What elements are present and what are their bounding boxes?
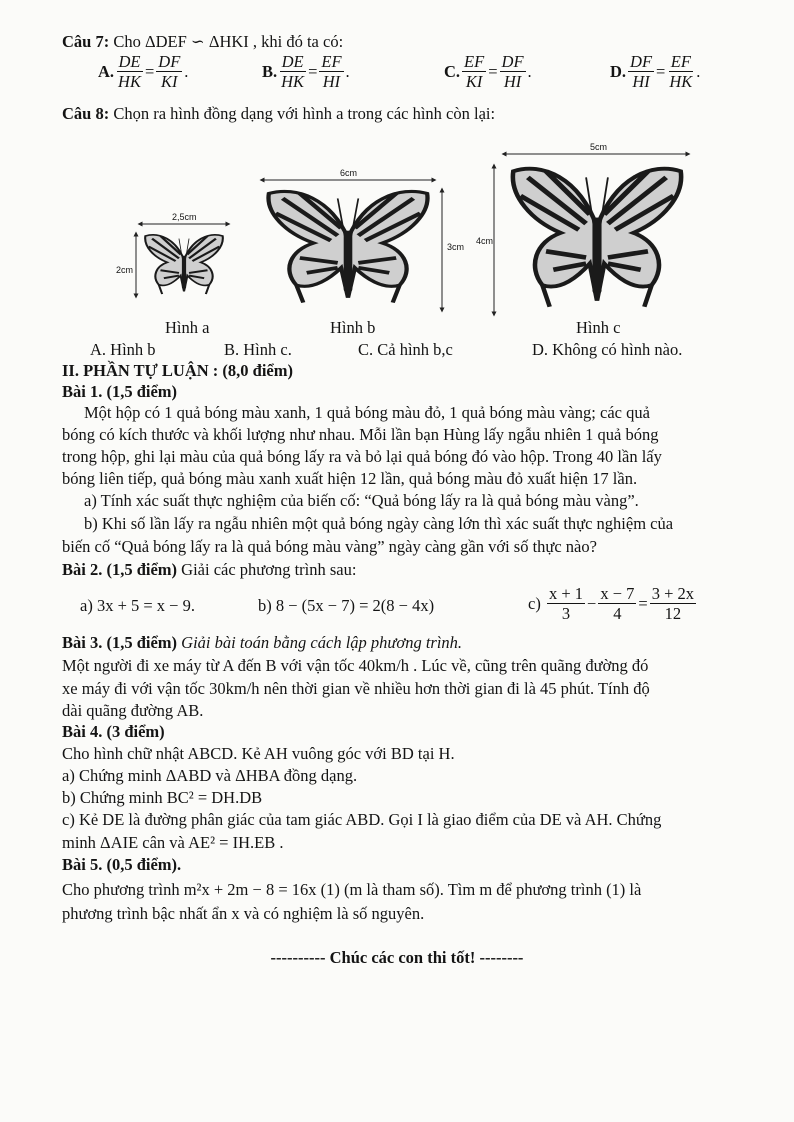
bai3-line-2: xe máy đi với vận tốc 30km/h nên thời gian về nhiều hơn thời gian đi là 45 phút. Tính độ	[62, 679, 650, 698]
q7-option-b: B. $\frac{DE}{HK}$ = $\frac{EF}{HI}$ .	[262, 52, 350, 91]
q7-text: Cho ΔDEF ∽ ΔHKI , khi đó ta có:	[109, 32, 344, 51]
q8-text: Chọn ra hình đồng dạng với hình a trong các hình còn lại:	[109, 104, 496, 123]
q8-options	[62, 340, 754, 360]
q8-option-b: B. Hình c.	[224, 340, 292, 359]
figure-a	[136, 224, 228, 296]
bai3-line-1: Một người đi xe máy từ A đến B với vận tốc 40km/h . Lúc về, cũng trên quãng đường đó	[62, 656, 649, 675]
figure-c	[494, 154, 688, 314]
bai5-line-1: Cho phương trình m²x + 2m − 8 = 16x (1) (m là tham số). Tìm m để phương trình (1) là	[62, 880, 642, 899]
butterfly-c-image	[513, 169, 681, 307]
bai4-line-5: minh ΔAIE cân và AE² = IH.EB .	[62, 833, 284, 852]
bai4-line-3: b) Chứng minh BC² = DH.DB	[62, 788, 263, 807]
bai2-eq-c: c) $\frac{x + 1}{3}$ − $\frac{x - 7}{4}$ = $\frac{3 + 2x}{12}$	[528, 584, 695, 623]
figure-c-width-label: 5cm	[590, 142, 608, 152]
figure-a-caption: Hình a	[165, 318, 210, 337]
bai2-eq-b: b) 8 − (5x − 7) = 2(8 − 4x)	[258, 596, 435, 615]
bai4-title: Bài 4. (3 điểm)	[62, 722, 165, 741]
bai4-line-1: Cho hình chữ nhật ABCD. Kẻ AH vuông góc với BD tại H.	[62, 744, 455, 763]
bai2-equations	[62, 584, 754, 630]
bai1-line-1: Một hộp có 1 quả bóng màu xanh, 1 quả bóng màu đỏ, 1 quả bóng màu vàng; các quả	[84, 403, 650, 422]
bai1-line-2: bóng có kích thước và khối lượng như nhau. Mỗi lần bạn Hùng lấy ngẫu nhiên 1 quả bóng	[62, 425, 659, 444]
bai1-line-3: trong hộp, ghi lại màu của quả bóng lấy ra và bỏ lại quả bóng đó vào hộp. Trong 40 lần lấy	[62, 447, 662, 466]
butterfly-b-image	[269, 191, 428, 302]
figure-c-height-label: 4cm	[476, 236, 494, 246]
part2-title: II. PHẦN TỰ LUẬN : (8,0 điểm)	[62, 361, 293, 380]
bai3-title: Bài 3. (1,5 điểm)	[62, 633, 178, 652]
figure-b	[262, 180, 442, 310]
footer-wish: ---------- Chúc các con thi tốt! --------	[270, 948, 524, 967]
bai2-text: Giải các phương trình sau:	[177, 560, 357, 579]
q8-figures	[0, 136, 794, 336]
q7-option-a: A. $\frac{DE}{HK}$ = $\frac{DF}{KI}$ .	[98, 52, 189, 91]
q7-option-c: C. $\frac{EF}{KI}$ = $\frac{DF}{HI}$ .	[444, 52, 532, 91]
bai4-line-2: a) Chứng minh ΔABD và ΔHBA đồng dạng.	[62, 766, 358, 785]
bai5-line-2: phương trình bậc nhất ẩn x và có nghiệm là số nguyên.	[62, 904, 425, 923]
bai2-stem	[62, 560, 754, 580]
q7-stem	[62, 32, 754, 52]
bai1-line-4: bóng liên tiếp, quả bóng màu xanh xuất hiện 12 lần, quả bóng màu đỏ xuất hiện 17 lần.	[62, 469, 638, 488]
bai5-title: Bài 5. (0,5 điểm).	[62, 855, 182, 874]
q8-option-a: A. Hình b	[90, 340, 156, 359]
bai1-part-b-2: biến cố “Quả bóng lấy ra là quả bóng màu vàng” ngày càng gần với số thực nào?	[62, 537, 597, 556]
q8-option-d: D. Không có hình nào.	[532, 340, 683, 359]
figure-c-caption: Hình c	[576, 318, 621, 337]
q7-options	[62, 52, 754, 98]
bai1-part-a: a) Tính xác suất thực nghiệm của biến cố: “Quả bóng lấy ra là quả bóng màu vàng”.	[84, 491, 639, 510]
bai3-stem	[62, 633, 754, 653]
figure-b-height-label: 3cm	[447, 242, 465, 252]
q8-stem	[62, 104, 754, 124]
butterfly-a-image	[145, 235, 223, 294]
q7-option-d: D. $\frac{DF}{HI}$ = $\frac{EF}{HK}$ .	[610, 52, 701, 91]
bai3-text: Giải bài toán bằng cách lập phương trình.	[177, 633, 463, 652]
q8-option-c: C. Cả hình b,c	[358, 340, 453, 359]
bai4-line-4: c) Kẻ DE là đường phân giác của tam giác ABD. Gọi I là giao điểm của DE và AH. Chứng	[62, 810, 662, 829]
figure-a-height-label: 2cm	[116, 265, 134, 275]
bai1-title: Bài 1. (1,5 điểm)	[62, 382, 178, 401]
bai2-title: Bài 2. (1,5 điểm)	[62, 560, 178, 579]
q8-title: Câu 8:	[62, 104, 110, 123]
bai3-line-3: dài quãng đường AB.	[62, 701, 204, 720]
figure-b-width-label: 6cm	[340, 168, 358, 178]
bai1-part-b-1: b) Khi số lần lấy ra ngẫu nhiên một quả bóng ngày càng lớn thì xác suất thực nghiệm của	[84, 514, 674, 533]
bai2-eq-a: a) 3x + 5 = x − 9.	[80, 596, 195, 615]
figure-a-width-label: 2,5cm	[172, 212, 197, 222]
figure-b-caption: Hình b	[330, 318, 376, 337]
q7-title: Câu 7:	[62, 32, 110, 51]
